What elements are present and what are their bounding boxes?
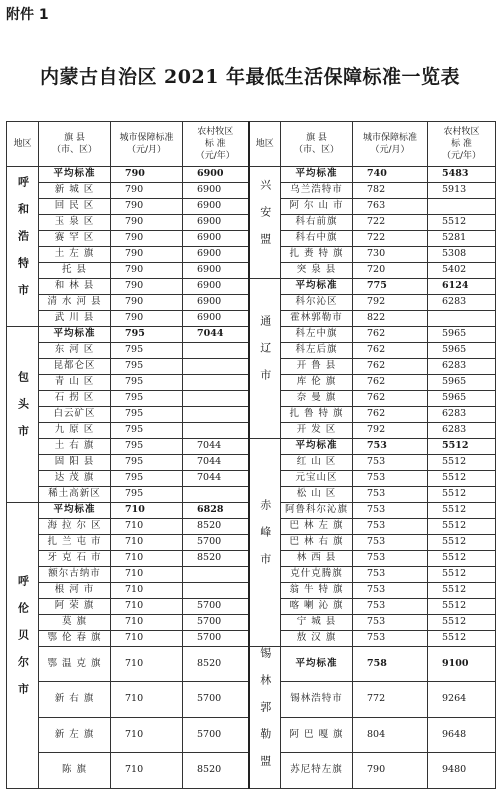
- urban-standard-cell: 758: [353, 647, 428, 682]
- urban-standard-cell: 763: [353, 199, 428, 215]
- county-cell: 霍林郭勒市: [281, 311, 353, 327]
- rural-standard-cell: 5512: [428, 487, 496, 503]
- urban-standard-cell: 720: [353, 263, 428, 279]
- county-cell: 锡林浩特市: [281, 682, 353, 717]
- urban-standard-cell: 710: [111, 503, 183, 519]
- rural-standard-cell: 6828: [183, 503, 249, 519]
- county-cell: 宁 城 县: [281, 615, 353, 631]
- header-county-right: 旗 县 （市、区）: [281, 122, 353, 167]
- rural-standard-cell: 5281: [428, 231, 496, 247]
- urban-standard-cell: 753: [353, 631, 428, 647]
- header-region: 地区: [7, 122, 39, 167]
- urban-standard-cell: 790: [111, 231, 183, 247]
- urban-standard-cell: 762: [353, 391, 428, 407]
- county-cell: 平均标准: [281, 647, 353, 682]
- urban-standard-cell: 710: [111, 567, 183, 583]
- urban-standard-cell: 795: [111, 487, 183, 503]
- urban-standard-cell: 782: [353, 183, 428, 199]
- rural-standard-cell: [183, 343, 249, 359]
- rural-standard-cell: 5512: [428, 567, 496, 583]
- county-cell: 新 城 区: [39, 183, 111, 199]
- urban-standard-cell: 795: [111, 423, 183, 439]
- rural-standard-cell: 5512: [428, 215, 496, 231]
- rural-standard-cell: [183, 423, 249, 439]
- urban-standard-cell: 795: [111, 471, 183, 487]
- rural-standard-cell: 7044: [183, 455, 249, 471]
- region-name: 赤峰市: [258, 499, 272, 581]
- urban-standard-cell: 795: [111, 439, 183, 455]
- county-cell: 科左后旗: [281, 343, 353, 359]
- rural-standard-cell: 5700: [183, 535, 249, 551]
- urban-standard-cell: 753: [353, 567, 428, 583]
- county-cell: 平均标准: [281, 279, 353, 295]
- urban-standard-cell: 753: [353, 503, 428, 519]
- urban-standard-cell: 804: [353, 717, 428, 752]
- county-cell: 海 拉 尔 区: [39, 519, 111, 535]
- urban-standard-cell: 762: [353, 343, 428, 359]
- urban-standard-cell: 753: [353, 583, 428, 599]
- county-cell: 莫 旗: [39, 615, 111, 631]
- header-region-right: 地区: [249, 122, 281, 167]
- urban-standard-cell: 790: [111, 247, 183, 263]
- region-name: 通辽市: [258, 315, 272, 397]
- table-row: [7, 279, 496, 295]
- urban-standard-cell: 795: [111, 327, 183, 343]
- urban-standard-cell: 790: [111, 215, 183, 231]
- county-cell: 巴 林 右 旗: [281, 535, 353, 551]
- region-cell-right: [249, 279, 281, 439]
- rural-standard-cell: [183, 567, 249, 583]
- rural-standard-cell: 7044: [183, 471, 249, 487]
- county-cell: 平均标准: [39, 503, 111, 519]
- region-name: 包头市: [16, 371, 30, 453]
- urban-standard-cell: 740: [353, 167, 428, 183]
- county-cell: 松 山 区: [281, 487, 353, 503]
- county-cell: 乌兰浩特市: [281, 183, 353, 199]
- rural-standard-cell: 8520: [183, 647, 249, 682]
- urban-standard-cell: 790: [111, 311, 183, 327]
- urban-standard-cell: 710: [111, 615, 183, 631]
- urban-standard-cell: 753: [353, 551, 428, 567]
- page-title: 内蒙古自治区 2021 年最低生活保障标准一览表: [39, 66, 461, 88]
- urban-standard-cell: 762: [353, 327, 428, 343]
- rural-standard-cell: 6283: [428, 359, 496, 375]
- urban-standard-cell: 762: [353, 359, 428, 375]
- rural-standard-cell: 7044: [183, 327, 249, 343]
- urban-standard-cell: 795: [111, 343, 183, 359]
- rural-standard-cell: 5512: [428, 519, 496, 535]
- county-cell: 托 县: [39, 263, 111, 279]
- header-county: 旗 县 （市、区）: [39, 122, 111, 167]
- urban-standard-cell: 822: [353, 311, 428, 327]
- rural-standard-cell: 5965: [428, 327, 496, 343]
- county-cell: 开 发 区: [281, 423, 353, 439]
- rural-standard-cell: 6283: [428, 423, 496, 439]
- urban-standard-cell: 753: [353, 519, 428, 535]
- rural-standard-cell: 5483: [428, 167, 496, 183]
- county-cell: 土 左 旗: [39, 247, 111, 263]
- county-cell: 平均标准: [281, 439, 353, 455]
- urban-standard-cell: 790: [353, 753, 428, 788]
- county-cell: 根 河 市: [39, 583, 111, 599]
- urban-standard-cell: 762: [353, 407, 428, 423]
- rural-standard-cell: 5512: [428, 503, 496, 519]
- rural-standard-cell: 9480: [428, 753, 496, 788]
- rural-standard-cell: 5965: [428, 375, 496, 391]
- rural-standard-cell: 8520: [183, 551, 249, 567]
- urban-standard-cell: 710: [111, 599, 183, 615]
- rural-standard-cell: 7044: [183, 439, 249, 455]
- rural-standard-cell: 5965: [428, 343, 496, 359]
- county-cell: 科右中旗: [281, 231, 353, 247]
- rural-standard-cell: 6900: [183, 199, 249, 215]
- urban-standard-cell: 790: [111, 199, 183, 215]
- urban-standard-cell: 753: [353, 599, 428, 615]
- rural-standard-cell: [428, 199, 496, 215]
- county-cell: 扎 鲁 特 旗: [281, 407, 353, 423]
- region-name: 兴安盟: [258, 179, 272, 261]
- county-cell: 突 泉 县: [281, 263, 353, 279]
- urban-standard-cell: 753: [353, 615, 428, 631]
- county-cell: 白云矿区: [39, 407, 111, 423]
- rural-standard-cell: 8520: [183, 753, 249, 788]
- county-cell: 阿 荣 旗: [39, 599, 111, 615]
- urban-standard-cell: 710: [111, 717, 183, 752]
- urban-standard-cell: 753: [353, 439, 428, 455]
- county-cell: 赛 罕 区: [39, 231, 111, 247]
- rural-standard-cell: 5512: [428, 439, 496, 455]
- urban-standard-cell: 795: [111, 455, 183, 471]
- rural-standard-cell: [183, 407, 249, 423]
- urban-standard-cell: 795: [111, 375, 183, 391]
- rural-standard-cell: 5512: [428, 455, 496, 471]
- rural-standard-cell: [183, 583, 249, 599]
- county-cell: 阿鲁科尔沁旗: [281, 503, 353, 519]
- county-cell: 翁 牛 特 旗: [281, 583, 353, 599]
- rural-standard-cell: 5402: [428, 263, 496, 279]
- urban-standard-cell: 710: [111, 583, 183, 599]
- county-cell: 巴 林 左 旗: [281, 519, 353, 535]
- county-cell: 林 西 县: [281, 551, 353, 567]
- urban-standard-cell: 710: [111, 682, 183, 717]
- rural-standard-cell: 9648: [428, 717, 496, 752]
- rural-standard-cell: 5512: [428, 599, 496, 615]
- urban-standard-cell: 775: [353, 279, 428, 295]
- urban-standard-cell: 792: [353, 423, 428, 439]
- rural-standard-cell: [428, 311, 496, 327]
- urban-standard-cell: 710: [111, 519, 183, 535]
- county-cell: 平均标准: [281, 167, 353, 183]
- urban-standard-cell: 710: [111, 753, 183, 788]
- urban-standard-cell: 730: [353, 247, 428, 263]
- county-cell: 陈 旗: [39, 753, 111, 788]
- rural-standard-cell: 5512: [428, 471, 496, 487]
- rural-standard-cell: 6900: [183, 279, 249, 295]
- header-urban: 城市保障标准 （元/月）: [111, 122, 183, 167]
- county-cell: 开 鲁 县: [281, 359, 353, 375]
- table-body: [7, 167, 496, 789]
- county-cell: 和 林 县: [39, 279, 111, 295]
- urban-standard-cell: 753: [353, 535, 428, 551]
- standards-table: [6, 121, 496, 789]
- urban-standard-cell: 710: [111, 631, 183, 647]
- region-cell-right: [249, 167, 281, 279]
- region-cell-right: [249, 647, 281, 789]
- rural-standard-cell: 9100: [428, 647, 496, 682]
- rural-standard-cell: 5512: [428, 631, 496, 647]
- region-cell-right: [249, 439, 281, 647]
- rural-standard-cell: 6900: [183, 263, 249, 279]
- urban-standard-cell: 722: [353, 215, 428, 231]
- rural-standard-cell: [183, 487, 249, 503]
- urban-standard-cell: 753: [353, 455, 428, 471]
- table-header-row: [7, 122, 496, 167]
- urban-standard-cell: 710: [111, 551, 183, 567]
- county-cell: 鄂 温 克 旗: [39, 647, 111, 682]
- county-cell: 阿 巴 嘎 旗: [281, 717, 353, 752]
- rural-standard-cell: 5700: [183, 717, 249, 752]
- county-cell: 武 川 县: [39, 311, 111, 327]
- rural-standard-cell: [183, 375, 249, 391]
- urban-standard-cell: 790: [111, 183, 183, 199]
- urban-standard-cell: 790: [111, 279, 183, 295]
- county-cell: 牙 克 石 市: [39, 551, 111, 567]
- rural-standard-cell: 9264: [428, 682, 496, 717]
- urban-standard-cell: 795: [111, 359, 183, 375]
- county-cell: 固 阳 县: [39, 455, 111, 471]
- region-name: 锡林郭勒盟: [258, 647, 272, 782]
- rural-standard-cell: 5308: [428, 247, 496, 263]
- urban-standard-cell: 710: [111, 647, 183, 682]
- rural-standard-cell: 8520: [183, 519, 249, 535]
- rural-standard-cell: 6900: [183, 183, 249, 199]
- county-cell: 平均标准: [39, 167, 111, 183]
- county-cell: 新 左 旗: [39, 717, 111, 752]
- region-cell-left: [7, 503, 39, 789]
- region-cell-left: [7, 327, 39, 503]
- county-cell: 红 山 区: [281, 455, 353, 471]
- rural-standard-cell: 6283: [428, 407, 496, 423]
- county-cell: 东 河 区: [39, 343, 111, 359]
- rural-standard-cell: 6900: [183, 295, 249, 311]
- county-cell: 扎 兰 屯 市: [39, 535, 111, 551]
- county-cell: 青 山 区: [39, 375, 111, 391]
- table-row: [7, 439, 496, 455]
- county-cell: 石 拐 区: [39, 391, 111, 407]
- rural-standard-cell: 5965: [428, 391, 496, 407]
- urban-standard-cell: 795: [111, 391, 183, 407]
- county-cell: 新 右 旗: [39, 682, 111, 717]
- county-cell: 科左中旗: [281, 327, 353, 343]
- county-cell: 清 水 河 县: [39, 295, 111, 311]
- rural-standard-cell: 5512: [428, 583, 496, 599]
- urban-standard-cell: 762: [353, 375, 428, 391]
- county-cell: 敖 汉 旗: [281, 631, 353, 647]
- county-cell: 平均标准: [39, 327, 111, 343]
- county-cell: 鄂 伦 春 旗: [39, 631, 111, 647]
- rural-standard-cell: 5512: [428, 615, 496, 631]
- rural-standard-cell: 6900: [183, 215, 249, 231]
- header-urban-right: 城市保障标准 （元/月）: [353, 122, 428, 167]
- rural-standard-cell: 6283: [428, 295, 496, 311]
- county-cell: 科尔沁区: [281, 295, 353, 311]
- urban-standard-cell: 790: [111, 263, 183, 279]
- urban-standard-cell: 722: [353, 231, 428, 247]
- rural-standard-cell: 6900: [183, 231, 249, 247]
- rural-standard-cell: [183, 359, 249, 375]
- county-cell: 克什克腾旗: [281, 567, 353, 583]
- region-name: 呼和浩特市: [16, 176, 30, 312]
- rural-standard-cell: 5700: [183, 599, 249, 615]
- rural-standard-cell: 5512: [428, 551, 496, 567]
- urban-standard-cell: 790: [111, 295, 183, 311]
- urban-standard-cell: 753: [353, 487, 428, 503]
- rural-standard-cell: 5512: [428, 535, 496, 551]
- region-name: 呼伦贝尔市: [16, 575, 30, 710]
- rural-standard-cell: 6124: [428, 279, 496, 295]
- county-cell: 玉 泉 区: [39, 215, 111, 231]
- rural-standard-cell: 5700: [183, 631, 249, 647]
- county-cell: 额尔古纳市: [39, 567, 111, 583]
- attachment-label: 附件 1: [6, 7, 49, 23]
- rural-standard-cell: 5700: [183, 682, 249, 717]
- county-cell: 库 伦 旗: [281, 375, 353, 391]
- county-cell: 科右前旗: [281, 215, 353, 231]
- rural-standard-cell: 5700: [183, 615, 249, 631]
- county-cell: 喀 喇 沁 旗: [281, 599, 353, 615]
- county-cell: 元宝山区: [281, 471, 353, 487]
- county-cell: 稀土高新区: [39, 487, 111, 503]
- table-row: [7, 647, 496, 682]
- county-cell: 九 原 区: [39, 423, 111, 439]
- county-cell: 奈 曼 旗: [281, 391, 353, 407]
- county-cell: 阿 尔 山 市: [281, 199, 353, 215]
- county-cell: 扎 赉 特 旗: [281, 247, 353, 263]
- header-rural-right: 农村牧区 标 准 （元/年）: [428, 122, 496, 167]
- urban-standard-cell: 795: [111, 407, 183, 423]
- table-row: [7, 167, 496, 183]
- region-cell-left: [7, 167, 39, 327]
- urban-standard-cell: 772: [353, 682, 428, 717]
- county-cell: 达 茂 旗: [39, 471, 111, 487]
- rural-standard-cell: 5913: [428, 183, 496, 199]
- urban-standard-cell: 792: [353, 295, 428, 311]
- header-rural: 农村牧区 标 准 （元/年）: [183, 122, 249, 167]
- county-cell: 回 民 区: [39, 199, 111, 215]
- rural-standard-cell: [183, 391, 249, 407]
- county-cell: 苏尼特左旗: [281, 753, 353, 788]
- urban-standard-cell: 753: [353, 471, 428, 487]
- rural-standard-cell: 6900: [183, 311, 249, 327]
- urban-standard-cell: 710: [111, 535, 183, 551]
- county-cell: 土 右 旗: [39, 439, 111, 455]
- rural-standard-cell: 6900: [183, 167, 249, 183]
- urban-standard-cell: 790: [111, 167, 183, 183]
- rural-standard-cell: 6900: [183, 247, 249, 263]
- county-cell: 昆都仑区: [39, 359, 111, 375]
